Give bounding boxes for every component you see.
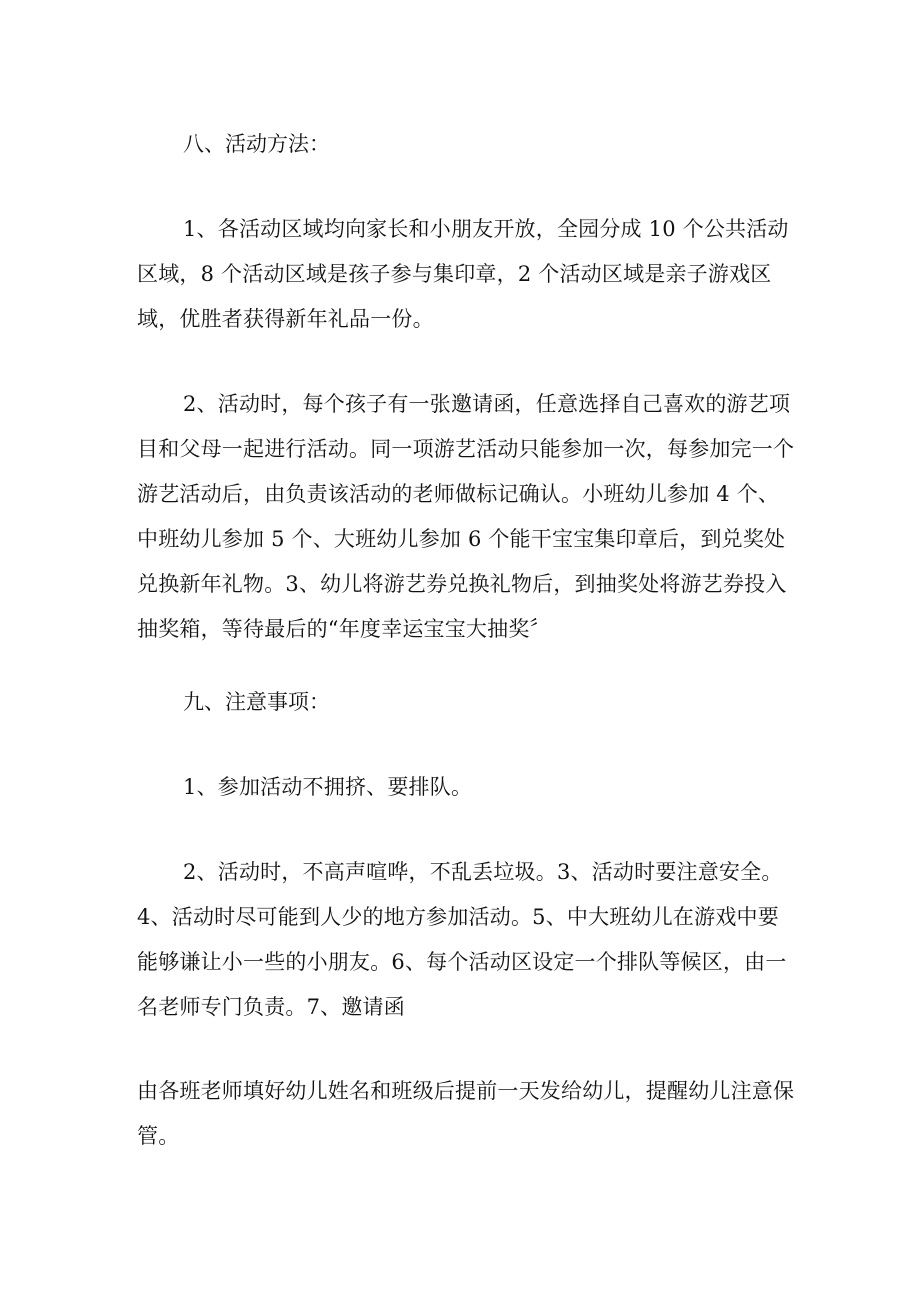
section-9-paragraph-3: 由各班老师填好幼儿姓名和班级后提前一天发给幼儿，提醒幼儿注意保管。 <box>137 1079 795 1148</box>
section-9-paragraph-1: 1、参加活动不拥挤、要排队。 <box>183 775 473 799</box>
section-8-paragraph-1: 1、各活动区域均向家长和小朋友开放，全园分成 10 个公共活动区域，8 个活动区域是孩子参与集印章，2 个活动区域是亲子游戏区域，优胜者获得新年礼品一份。 <box>137 217 789 331</box>
section-9-paragraph-2: 2、活动时，不高声喧哗，不乱丢垃圾。3、活动时要注意安全。4、活动时尽可能到人少的地方参加活动。5、中大班幼儿在游戏中要能够谦让小一些的小朋友。6、每个活动区设定一个排队等候区，由一名老师专门负责。7、邀请函 <box>137 860 787 1019</box>
section-8-heading: 八、活动方法： <box>183 132 330 156</box>
section-9-heading: 九、注意事项： <box>183 690 330 714</box>
section-8-paragraph-2: 2、活动时，每个孩子有一张邀请函，任意选择自己喜欢的游艺项目和父母一起进行活动。同一项游艺活动只能参加一次，每参加完一个游艺活动后，由负责该活动的老师做标记确认。小班幼儿参加 4 个、中班幼儿参加 5 个、大班幼儿参加 6 个能干宝宝集印章后，到兑奖处兑换新年礼物。3、幼儿将游艺券兑换礼物后，到抽奖处将游艺券投入抽奖箱，等待最后的“年度幸运宝宝大抽奖〞 <box>137 392 795 641</box>
